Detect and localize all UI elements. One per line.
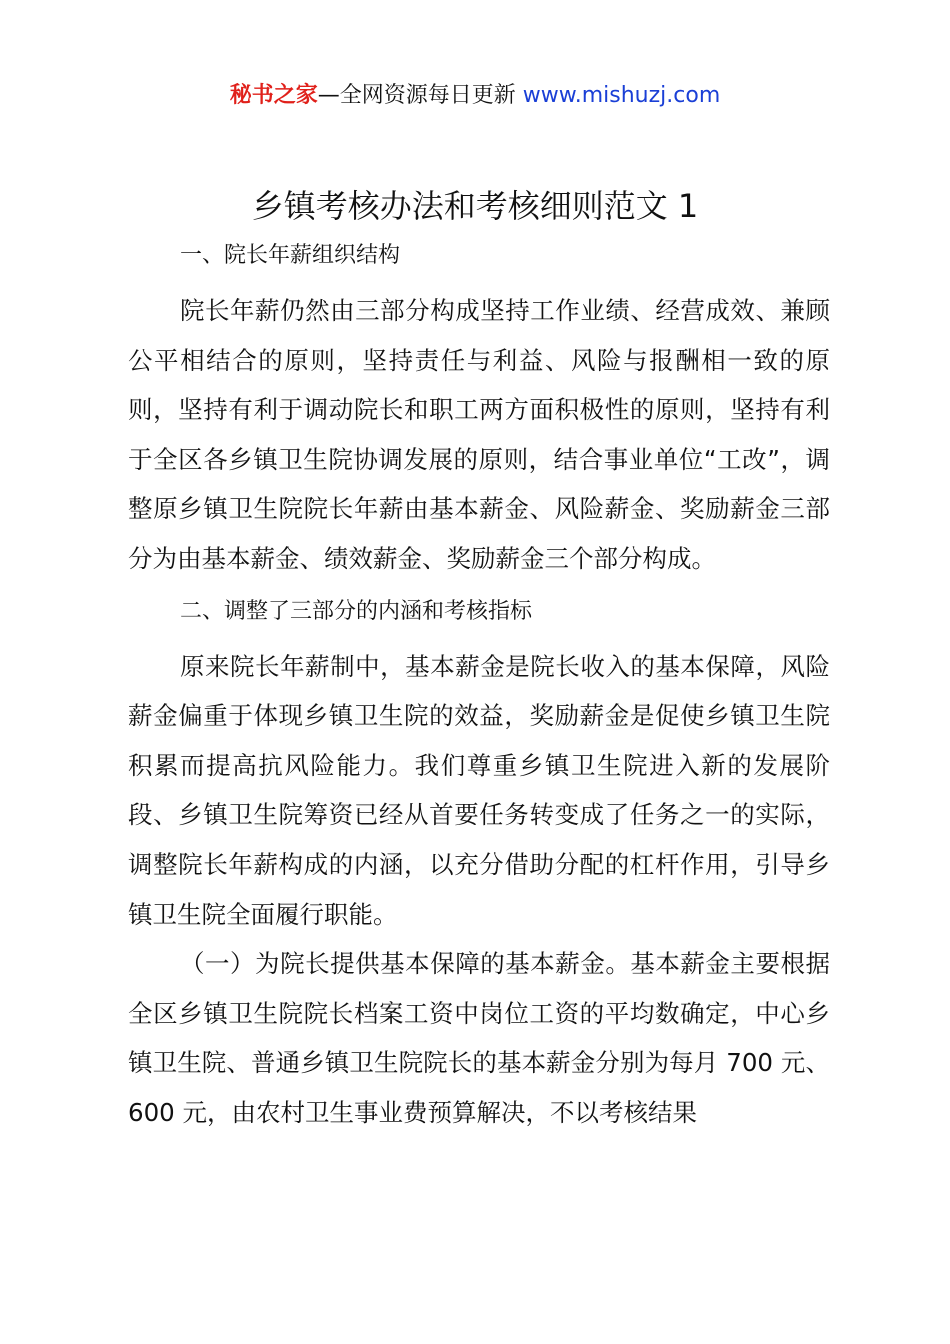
- paragraph-1: 院长年薪仍然由三部分构成坚持工作业绩、经营成效、兼顾公平相结合的原则，坚持责任与利益、风险与报酬相一致的原则，坚持有利于调动院长和职工两方面积极性的原则，坚持有利于全区各乡镇卫生院协调发展的原则，结合事业单位“工改”，调整原乡镇卫生院院长年薪由基本薪金、风险薪金、奖励薪金三部分为由基本薪金、绩效薪金、奖励薪金三个部分构成。: [128, 296, 830, 573]
- section-heading-2: 二、调整了三部分的内涵和考核指标: [180, 598, 533, 624]
- site-tagline: —全网资源每日更新: [317, 83, 523, 108]
- paragraph-2: 原来院长年薪制中，基本薪金是院长收入的基本保障，风险薪金偏重于体现乡镇卫生院的效益，奖励薪金是促使乡镇卫生院积累而提高抗风险能力。我们尊重乡镇卫生院进入新的发展阶段、乡镇卫生院筹资已经从首要任务转变成了任务之一的实际，调整院长年薪构成的内涵，以充分借助分配的杠杆作用，引导乡镇卫生院全面履行职能。: [128, 651, 830, 929]
- document-title: 乡镇考核办法和考核细则范文 1: [251, 187, 699, 225]
- document-body: [128, 236, 830, 1138]
- site-header: [0, 80, 950, 112]
- site-brand: 秘书之家: [229, 83, 318, 108]
- section-heading-1: 一、院长年薪组织结构: [180, 243, 401, 268]
- site-url-link[interactable]: www.mishuzj.com: [522, 83, 721, 108]
- paragraph-3: （一）为院长提供基本保障的基本薪金。基本薪金主要根据全区乡镇卫生院院长档案工资中岗位工资的平均数确定，中心乡镇卫生院、普通乡镇卫生院院长的基本薪金分别为每月 700 元、600 元，由农村卫生事业费预算解决，不以考核结果: [128, 949, 830, 1127]
